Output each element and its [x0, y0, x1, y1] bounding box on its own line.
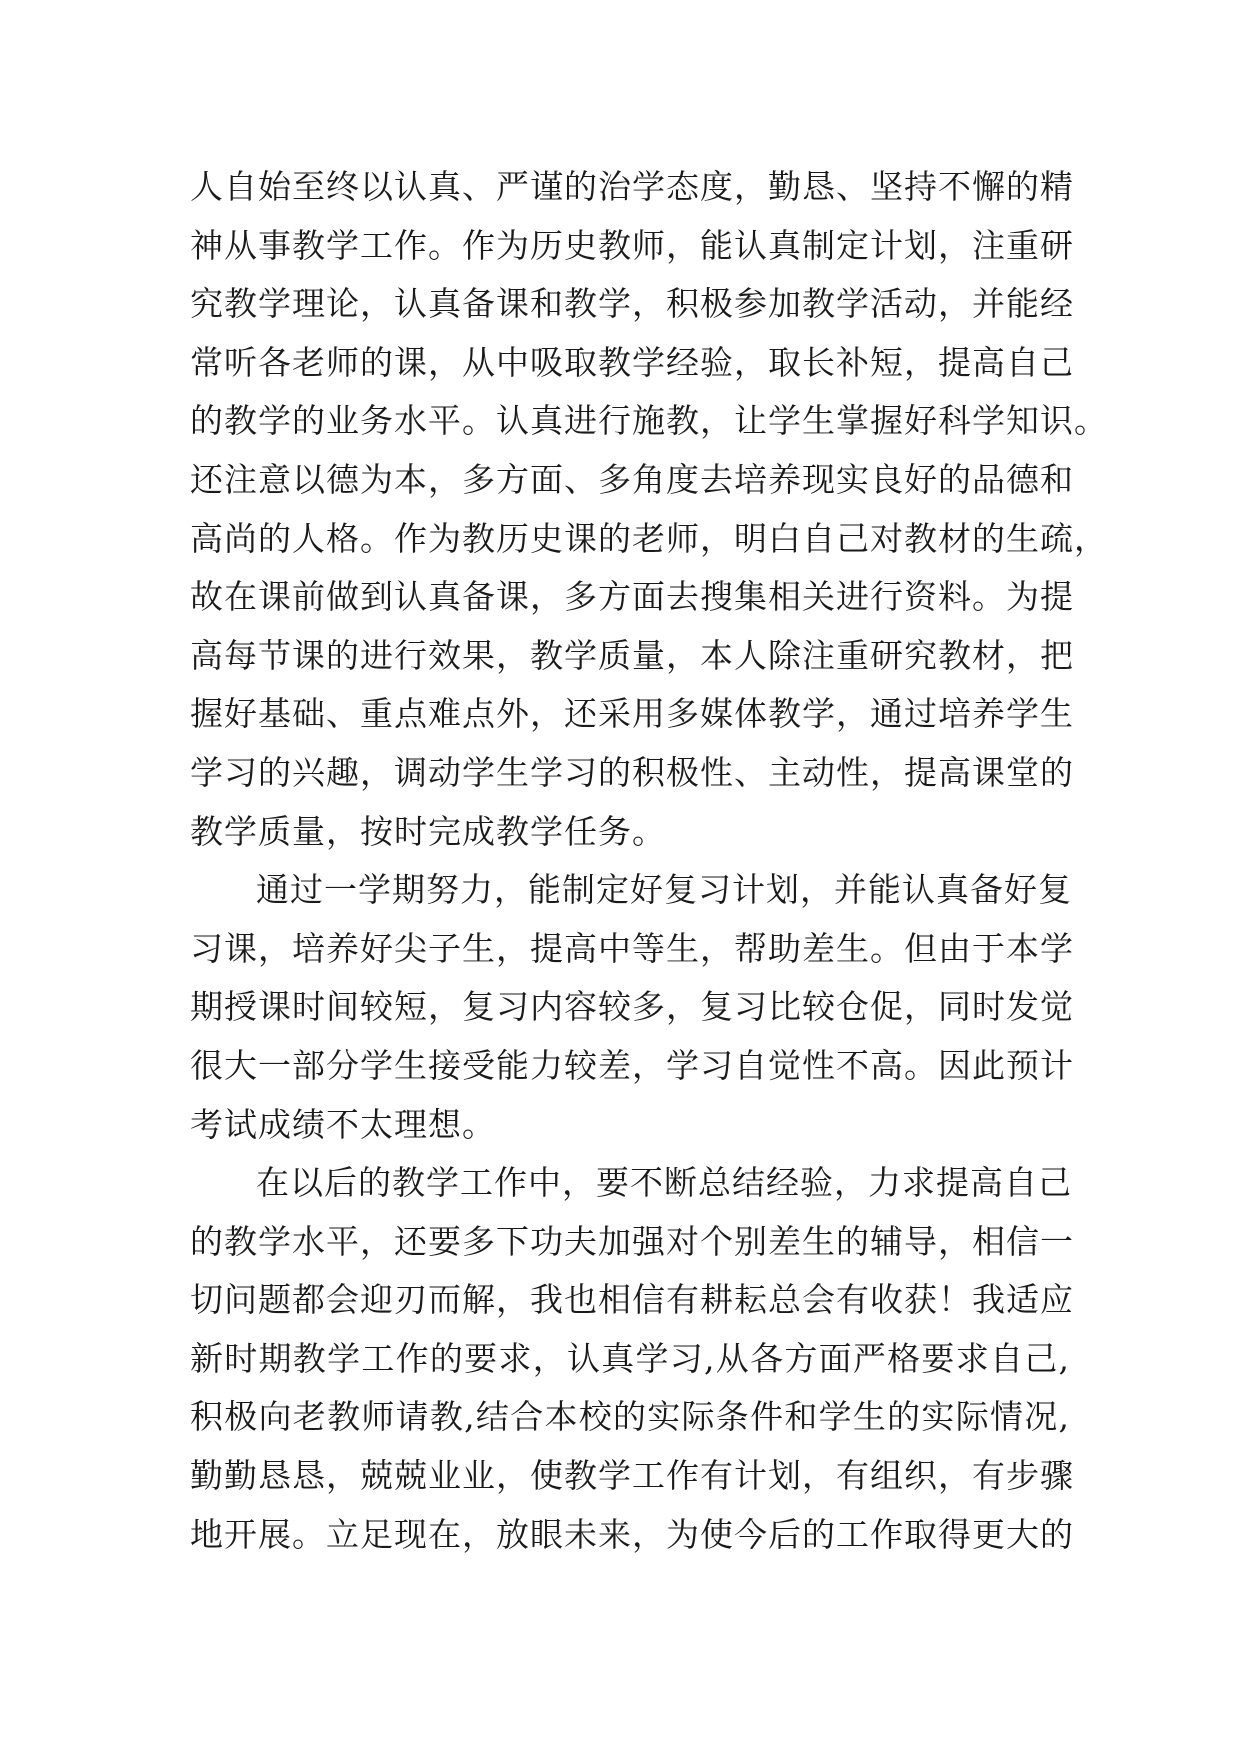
text-line: 人自始至终以认真、严谨的治学态度，勤恳、坚持不懈的精: [190, 167, 1074, 206]
text-line: 的教学的业务水平。认真进行施教，让学生掌握好科学知识。: [190, 401, 1108, 441]
text-line: 常听各老师的课，从中吸取教学经验，取长补短，提高自己: [190, 342, 1074, 382]
text-line: 还注意以德为本，多方面、多角度去培养现实良好的品德和: [190, 459, 1074, 499]
text-line: 期授课时间较短，复习内容较多，复习比较仓促，同时发觉: [190, 987, 1074, 1027]
text-line: 勤勤恳恳，兢兢业业，使教学工作有计划，有组织，有步骤: [190, 1456, 1074, 1496]
text-line: 通过一学期努力，能制定好复习计划，并能认真备好复: [256, 870, 1072, 910]
text-line: 在以后的教学工作中，要不断总结经验，力求提高自己: [256, 1163, 1072, 1203]
text-line: 握好基础、重点难点外，还采用多媒体教学，通过培养学生: [190, 694, 1074, 734]
text-line: 习课，培养好尖子生，提高中等生，帮助差生。但由于本学: [190, 928, 1074, 968]
text-line: 很大一部分学生接受能力较差，学习自觉性不高。因此预计: [190, 1045, 1074, 1085]
paragraph: [190, 1154, 1074, 1564]
text-line: 新时期教学工作的要求，认真学习,从各方面严格要求自己,: [190, 1338, 1070, 1378]
text-line: 究教学理论，认真备课和教学，积极参加教学活动，并能经: [190, 284, 1074, 324]
text-line: 高每节课的进行效果，教学质量，本人除注重研究教材，把: [190, 635, 1074, 675]
text-line: 地开展。立足现在，放眼未来，为使今后的工作取得更大的: [190, 1514, 1074, 1554]
text-line: 学习的兴趣，调动学生学习的积极性、主动性，提高课堂的: [190, 752, 1074, 792]
text-line: 考试成绩不太理想。: [190, 1104, 496, 1144]
text-line: 切问题都会迎刃而解，我也相信有耕耘总会有收获！我适应: [190, 1280, 1074, 1320]
paragraph: [190, 861, 1074, 1154]
text-line: 积极向老教师请教,结合本校的实际条件和学生的实际情况,: [190, 1397, 1070, 1437]
text-line: 教学质量，按时完成教学任务。: [190, 811, 666, 851]
text-line: 的教学水平，还要多下功夫加强对个别差生的辅导，相信一: [190, 1221, 1074, 1261]
text-line: 神从事教学工作。作为历史教师，能认真制定计划，注重研: [190, 225, 1074, 265]
document-body: [190, 158, 1108, 1564]
text-line: 故在课前做到认真备课，多方面去搜集相关进行资料。为提: [190, 577, 1074, 617]
text-line: 高尚的人格。作为教历史课的老师，明白自己对教材的生疏，: [190, 518, 1108, 558]
paragraph: [190, 158, 1108, 861]
